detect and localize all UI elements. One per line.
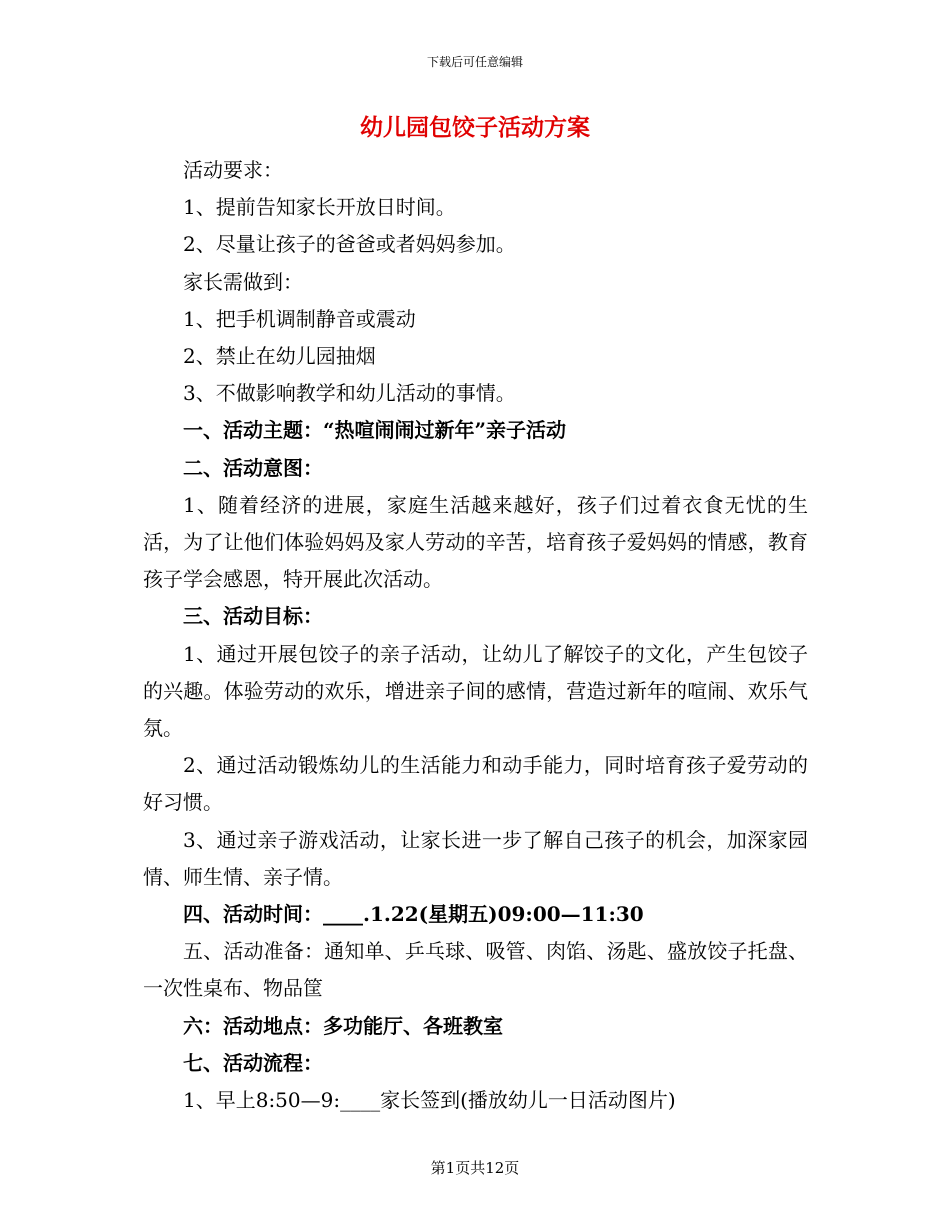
paragraph: 2、禁止在幼儿园抽烟 bbox=[183, 344, 376, 369]
header-note: 下载后可任意编辑 bbox=[426, 55, 523, 69]
section-heading: 四、活动时间：____.1.22(星期五)09:00—11:30 bbox=[183, 902, 644, 927]
section-heading: 三、活动目标： bbox=[183, 604, 323, 629]
body-text bbox=[143, 152, 808, 1119]
paragraph: 家长需做到： bbox=[183, 269, 303, 294]
paragraph: 3、不做影响教学和幼儿活动的事情。 bbox=[183, 381, 516, 406]
paragraph: 2、通过活动锻炼幼儿的生活能力和动手能力，同时培育孩子爱劳动的好习惯。 bbox=[143, 753, 808, 815]
paragraph: 五、活动准备：通知单、乒乓球、吸管、肉馅、汤匙、盛放饺子托盘、一次性桌布、物品筐 bbox=[143, 939, 808, 1001]
paragraph: 1、把手机调制静音或震动 bbox=[183, 306, 416, 331]
page-title: 幼儿园包饺子活动方案 bbox=[360, 114, 590, 141]
paragraph: 1、早上8:50—9:____家长签到(播放幼儿一日活动图片) bbox=[183, 1088, 676, 1113]
section-heading: 二、活动意图： bbox=[183, 455, 323, 480]
page-number: 第1页共12页 bbox=[430, 1159, 520, 1177]
section-heading: 六：活动地点：多功能厅、各班教室 bbox=[183, 1013, 503, 1038]
paragraph: 1、提前告知家长开放日时间。 bbox=[183, 195, 456, 220]
section-heading: 一、活动主题：“热喧闹闹过新年”亲子活动 bbox=[183, 418, 567, 443]
paragraph: 1、通过开展包饺子的亲子活动，让幼儿了解饺子的文化，产生包饺子的兴趣。体验劳动的欢乐，增进亲子间的感情，营造过新年的喧闹、欢乐气氛。 bbox=[143, 641, 808, 741]
paragraph: 1、随着经济的进展，家庭生活越来越好，孩子们过着衣食无忧的生活，为了让他们体验妈妈及家人劳动的辛苦，培育孩子爱妈妈的情感，教育孩子学会感恩，特开展此次活动。 bbox=[143, 492, 808, 592]
paragraph: 活动要求： bbox=[183, 158, 283, 182]
section-heading: 七、活动流程： bbox=[183, 1050, 323, 1075]
paragraph: 2、尽量让孩子的爸爸或者妈妈参加。 bbox=[183, 232, 516, 257]
paragraph: 3、通过亲子游戏活动，让家长进一步了解自己孩子的机会，加深家园情、师生情、亲子情。 bbox=[143, 827, 808, 889]
